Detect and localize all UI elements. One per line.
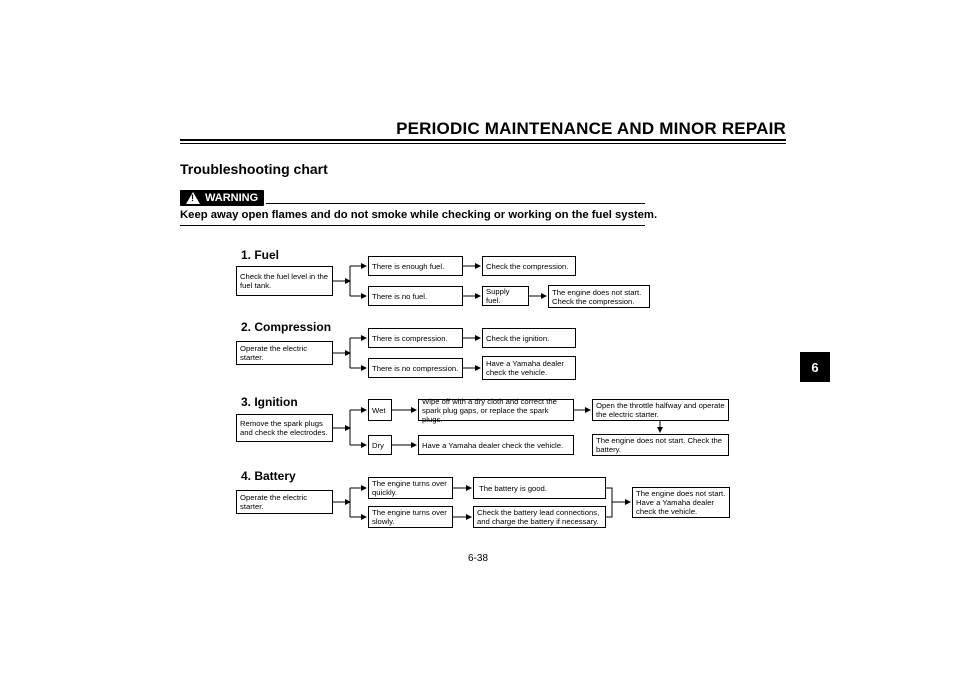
battery-check-leads-box: Check the battery lead connections, and charge the battery if necessary. xyxy=(473,506,606,528)
battery-good-box: The battery is good. xyxy=(473,477,606,499)
warning-label: WARNING xyxy=(205,192,259,204)
ignition-wet-box: Wet xyxy=(368,399,392,421)
page-header-title: PERIODIC MAINTENANCE AND MINOR REPAIR xyxy=(396,119,786,138)
battery-no-start-box: The engine does not start. Have a Yamaha dealer check the vehicle. xyxy=(632,487,730,518)
compression-yes-box: There is compression. xyxy=(368,328,463,348)
ignition-dealer-box: Have a Yamaha dealer check the vehicle. xyxy=(418,435,574,455)
warning-icon: ! xyxy=(186,192,200,204)
warning-text: Keep away open flames and do not smoke while checking or working on the fuel system. xyxy=(180,209,658,221)
fuel-check-compression-box: Check the compression. xyxy=(482,256,576,276)
ignition-throttle-box: Open the throttle halfway and operate the electric starter. xyxy=(592,399,729,421)
fuel-enough-box: There is enough fuel. xyxy=(368,256,463,276)
ignition-dry-box: Dry xyxy=(368,435,392,455)
ignition-section-title: 3. Ignition xyxy=(241,395,298,409)
battery-slow-box: The engine turns over slowly. xyxy=(368,506,453,528)
ignition-no-start-box: The engine does not start. Check the battery. xyxy=(592,434,729,456)
compression-section-title: 2. Compression xyxy=(241,320,332,334)
fuel-no-start-box: The engine does not start. Check the compression. xyxy=(548,285,650,308)
fuel-section-title: 1. Fuel xyxy=(241,248,280,262)
battery-section-title: 4. Battery xyxy=(241,469,296,483)
compression-start-box: Operate the electric starter. xyxy=(236,341,333,365)
page-number: 6-38 xyxy=(468,553,489,564)
fuel-none-box: There is no fuel. xyxy=(368,286,463,306)
ignition-wipe-box: Wipe off with a dry cloth and correct the spark plug gaps, or replace the spark plugs. xyxy=(418,399,574,421)
compression-no-box: There is no compression. xyxy=(368,358,463,378)
compression-check-ignition-box: Check the ignition. xyxy=(482,328,576,348)
ignition-start-box: Remove the spark plugs and check the electrodes. xyxy=(236,414,333,442)
section-title: Troubleshooting chart xyxy=(180,161,328,177)
compression-dealer-box: Have a Yamaha dealer check the vehicle. xyxy=(482,356,576,380)
battery-quick-box: The engine turns over quickly. xyxy=(368,477,453,499)
chapter-tab: 6 xyxy=(800,352,830,382)
fuel-supply-box: Supply fuel. xyxy=(482,286,529,306)
battery-start-box: Operate the electric starter. xyxy=(236,490,333,514)
fuel-start-box: Check the fuel level in the fuel tank. xyxy=(236,266,333,296)
